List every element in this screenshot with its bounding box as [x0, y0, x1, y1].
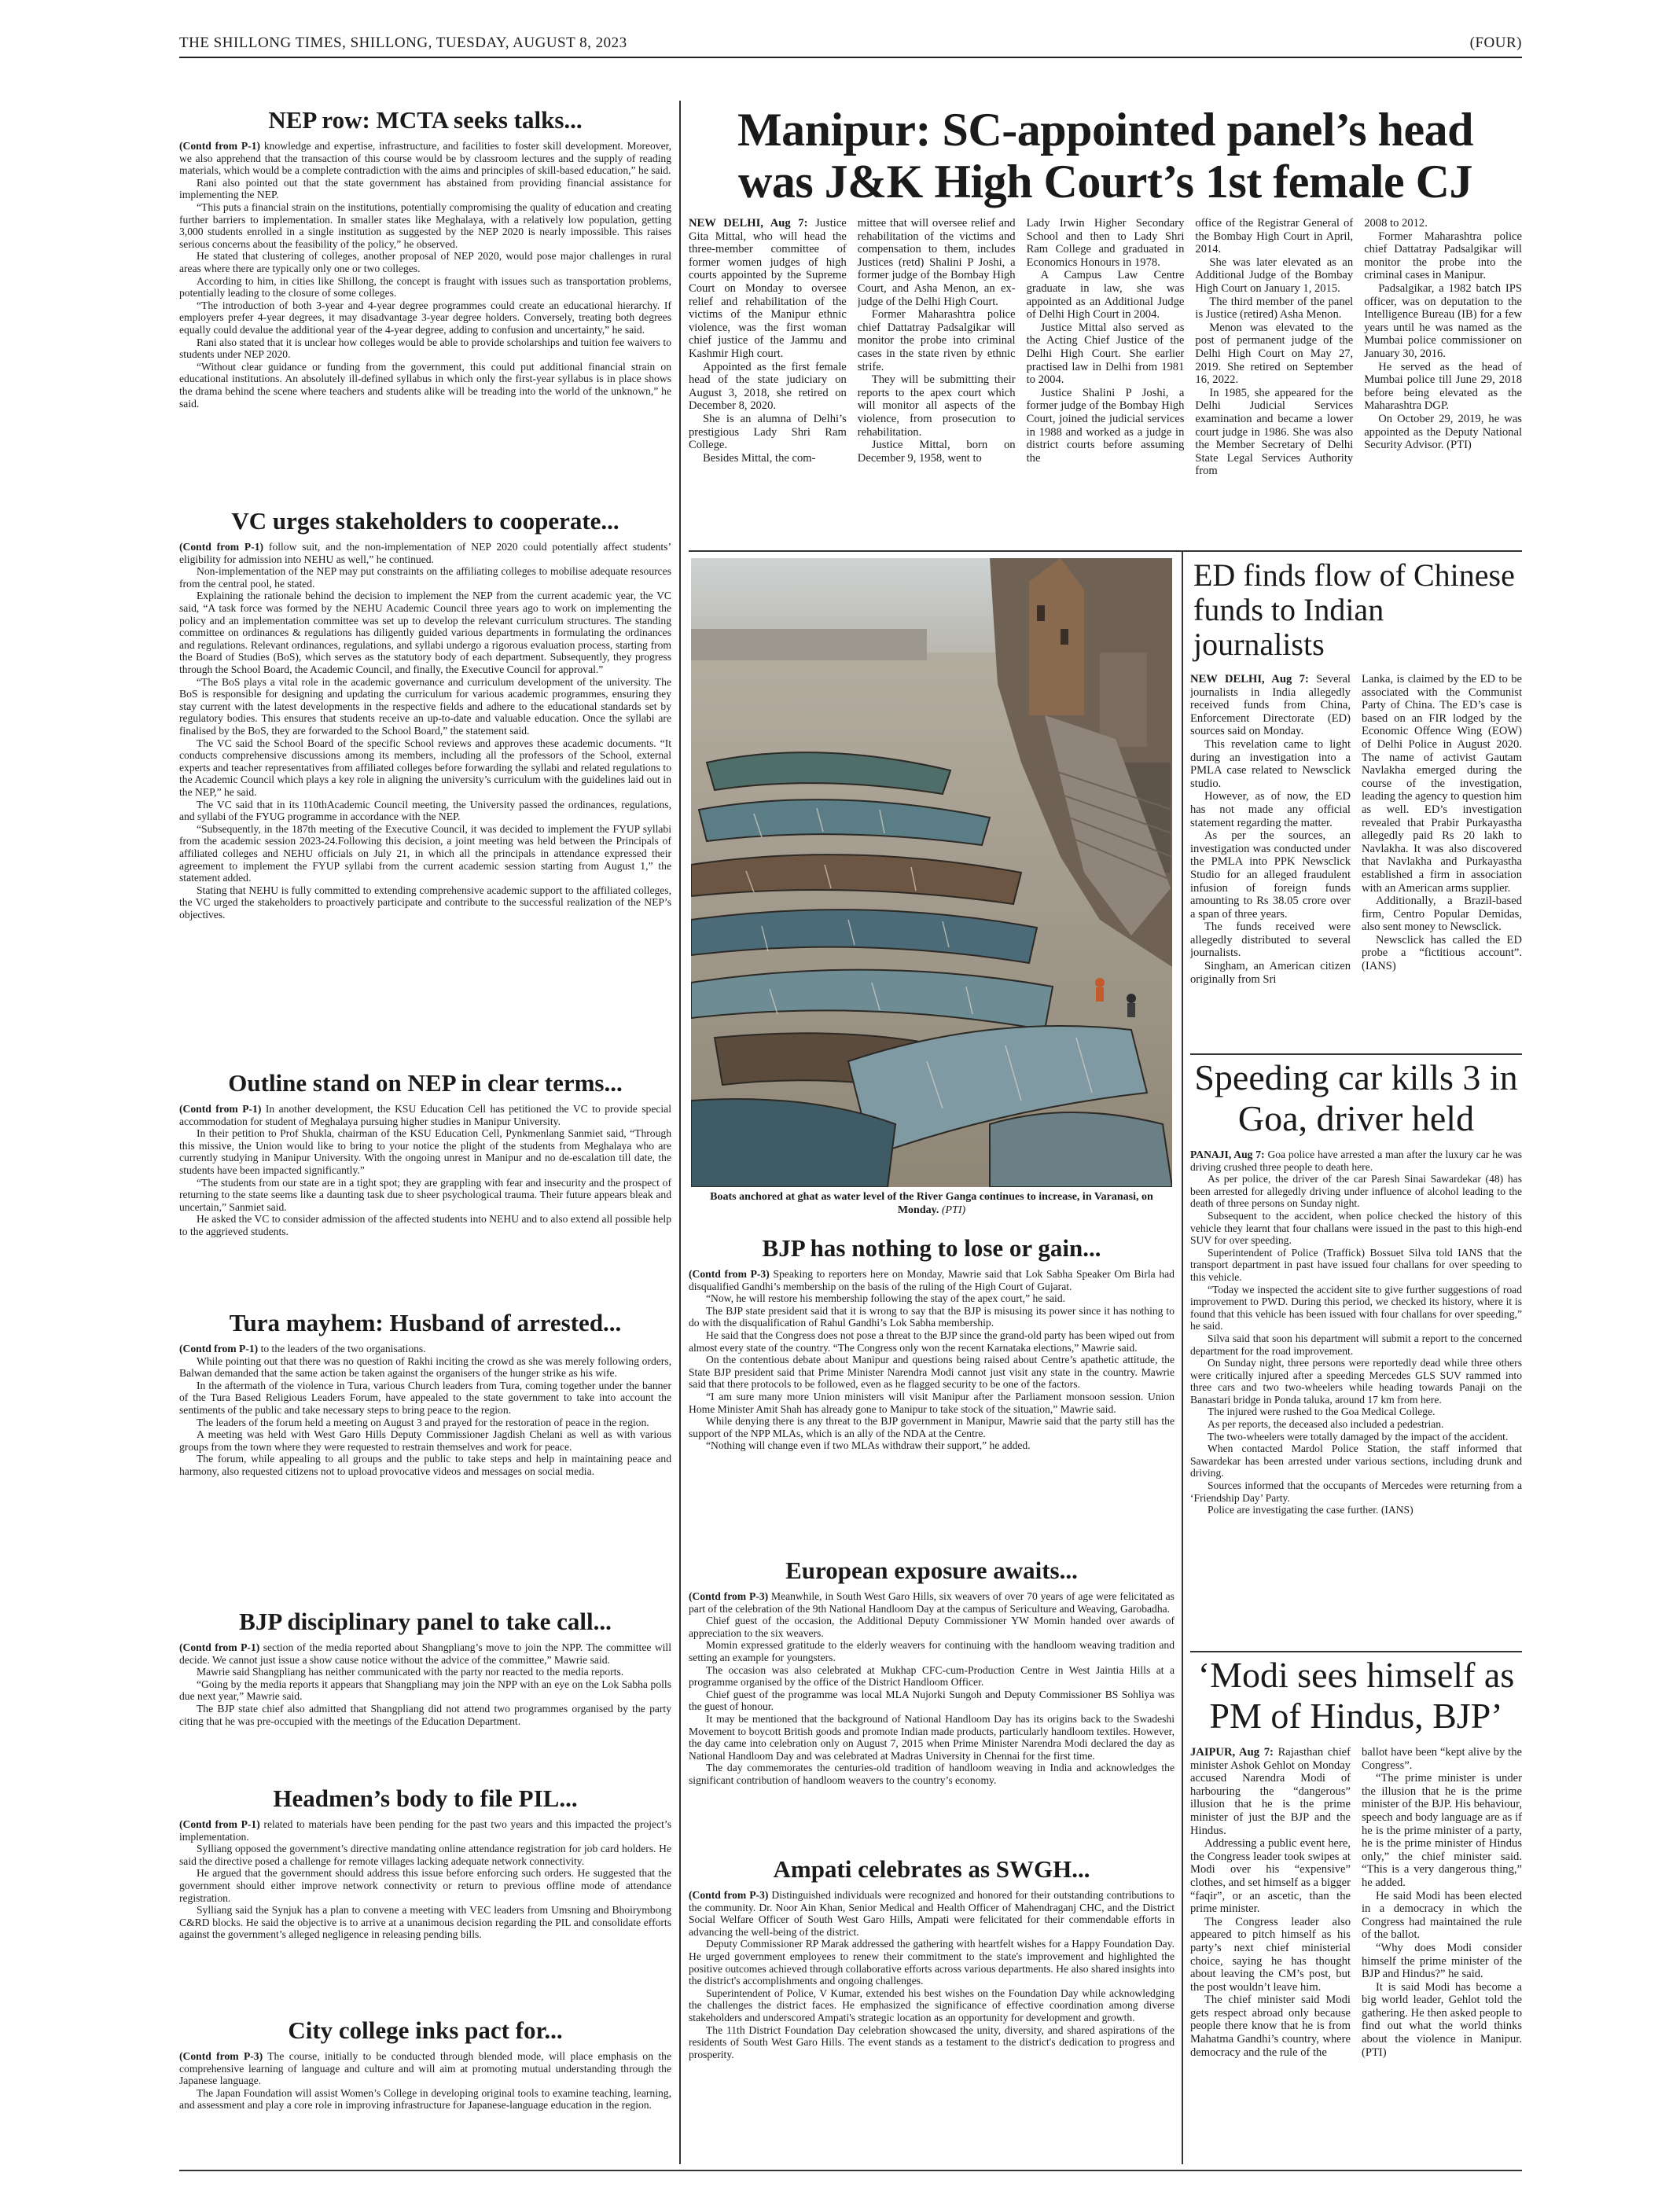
article-body: (Contd from P-1) section of the media reported about Shangpliang’s move to join the NPP. The committee will decide. We cannot just issue a show cause notice without the advice of the committee,” Mawrie said. Mawrie said Shangpliang has neither communicated with the party nor reacted to the media reports. “Going by the media reports it appears that Shangpliang may join the NPP with an eye on the Lok Sabha polls due next year,” Mawrie said. The BJP state chief also admitted that Shangpliang did not attend two programmes organised by the party citing that he was pre-occupied with the meetings of the Education Department. [179, 1641, 671, 1727]
dateline: NEW DELHI, Aug 7: [1190, 673, 1309, 686]
article-european-exposure [689, 1553, 1175, 1847]
article-modi-pm-of-hindus [1190, 1655, 1522, 2166]
article-vc-urges [179, 503, 671, 1053]
continued-from: (Contd from P-3) [689, 1590, 769, 1603]
article-body: (Contd from P-3) The course, initially to be conducted through blended mode, will place emphasis on the comprehensive learning of language and culture and will aim at promoting mutual understanding through the Japanese language. The Japan Foundation will assist Women’s College in developing original tools to examine teaching, learning, and assessment and play a core role in improving infrastructure for Japanese-language education in the region. [179, 2050, 671, 2112]
headline: ‘Modi sees himself as PM of Hindus, BJP’ [1197, 1655, 1515, 1736]
headline: NEP row: MCTA seeks talks... [268, 106, 583, 134]
article-body: NEW DELHI, Aug 7: Justice Gita Mittal, who will head the three-member committee of former women judges of high courts appointed by the Supreme Court on Monday to oversee relief and rehabilitation of the victims of the Manipur ethnic violence, was the first woman chief justice of the Jammu and Kashmir High court. Appointed as the first female head of the state judiciary on August 3, 2018, she retired on December 8, 2020. She is an alumna of Delhi’s prestigious Lady Shri Ram College. Besides Mittal, the com- mittee that will oversee relief and rehabilitation of the victims and compensation to them, includes Justices (retd) Shalini P Joshi, a former judge of the Bombay High Court, and Asha Menon, an ex-judge of the Delhi High Court. Former Maharashtra police chief Dattatray Padsalgikar will monitor the probe into criminal cases in the state riven by ethnic strife. They will be submitting their reports to the apex court which will monitor all aspects of the violence, from prosecution to rehabilitation. Justice Mittal, born on December 9, 1958, went to Lady Irwin Higher Secondary School and then to Lady Shri Ram College and graduated in Economics Honours in 1978. A Campus Law Centre graduate in law, she was appointed as an Additional Judge of Delhi High Court in 2004. Justice Mittal also served as the Acting Chief Justice of the Delhi High Court. She earlier practised law in Delhi from 1981 to 2004. Justice Shalini P Joshi, a former judge of the Bombay High Court, joined the judicial services in 1988 and worked as a judge in district courts before assuming the office of the Registrar General of the Bombay High Court in April, 2014. She was later elevated as an Additional Judge of the Bombay High Court on January 1, 2015. The third member of the panel is Justice (retired) Asha Menon. Menon was elevated to the post of permanent judge of the Delhi High Court on May 27, 2019. She retired on September 16, 2022. In 1985, she appeared for the Delhi Judicial Services examination and became a lower court judge in 1986. She was also the Member Secretary of Delhi State Legal Services Authority from 2008 to 2012. Former Maharashtra police chief Dattatray Padsalgikar will monitor the probe into the criminal cases in Manipur. Padsalgikar, a 1982 batch IPS officer, was on deputation to the Intelligence Bureau (IB) for a few years until he was named as the Mumbai police commissioner on January 30, 2016. He served as the head of Mumbai police till June 29, 2018 before being elevated as the Maharashtra DGP. On October 29, 2019, he was appointed as the Deputy National Security Advisor. (PTI) [689, 217, 1522, 478]
article-body: (Contd from P-3) Speaking to reporters here on Monday, Mawrie said that Lok Sabha Speaker Om Birla had disqualified Gandhi’s membership on the basis of the ruling of the High Court of Gujarat. “Now, he will restore his membership following the stay of the apex court,” he said. The BJP state president said that it is wrong to say that the BJP is misusing its power since it has nothing to do with the disqualification of Rahul Gandhi’s Lok Sabha membership. He said that the Congress does not pose a threat to the BJP since the grand-old party has been wiped out from almost every state of the country. “The Congress only won the recent Karnataka elections,” Mawrie said. On the contentious debate about Manipur and questions being raised about Centre’s apathetic attitude, the State BJP president said that Prime Minister Narendra Modi cannot just visit any state in the country. Mawrie said that there protocols to be followed, even as he flagged security to be one of the factors. “I am sure many more Union ministers will visit Manipur after the Parliament monsoon session. Union Home Minister Amit Shah has already gone to Manipur to take stock of the situation,” Mawrie said. While denying there is any threat to the BJP government in Manipur, Mawrie said that the party still has the support of the NPP MLAs, which is an ally of the NDA at the Centre. “Nothing will change even if two MLAs withdraw their support,” he added. [689, 1268, 1175, 1452]
article-body: NEW DELHI, Aug 7: Several journalists in India allegedly received funds from China, Enforcement Directorate (ED) sources said on Monday. This revelation came to light during an investigation into a PMLA case related to Newsclick studio. However, as of now, the ED has not made any official statement regarding the matter. As per the sources, an investigation was conducted under the PMLA into PPK Newsclick Studio for an alleged fraudulent infusion of foreign funds amounting to Rs 38.05 crore over a span of three years. The funds received were allegedly distributed to several journalists. Singham, an American citizen originally from Sri Lanka, is claimed by the ED to be associated with the Communist Party of China. The ED’s case is based on an FIR lodged by the Economic Offence Wing (EOW) of Delhi Police in August 2020. The name of activist Gautam Navlakha emerged during the course of the investigation, leading the agency to question him as well. ED’s investigation revealed that Prabir Purkayastha allegedly paid Rs 20 lakh to Navlakha. It was also discovered that Navlakha and Purkayastha established a firm in association with an American arms supplier. Additionally, a Brazil-based firm, Centro Popular Demidas, also sent money to Newsclick. Newsclick has called the ED probe a “fictitious account”. (IANS) [1190, 673, 1522, 986]
photo-credit: (PTI) [941, 1204, 966, 1216]
photo-caption [689, 1190, 1175, 1217]
article-bjp-disciplinary [179, 1604, 671, 1777]
headline: VC urges stakeholders to cooperate... [231, 507, 619, 535]
continued-from: (Contd from P-3) [689, 1889, 769, 1902]
column-rule [1182, 550, 1183, 2164]
article-bjp-nothing-to-lose [689, 1230, 1175, 1549]
headline: City college inks pact for... [288, 2016, 563, 2044]
article-speeding-car-goa [1190, 1057, 1522, 1647]
article-body: (Contd from P-1) related to materials have been pending for the past two years and this impacted the project’s implementation. Sylliang opposed the government’s directive mandating online attendance registration for job card holders. He said the directive posed a challenge for remote villages lacking adequate network connectivity. He argued that the government should address this issue before enforcing such orders. He suggested that the government should either improve network connectivity or return to previous offline mode of attendance registration. Sylliang said the Synjuk has a plan to convene a meeting with VEC leaders from Umsning and Bhoirymbong C&RD blocks. He said the objective is to arrive at a unanimous decision regarding the PIL and consolidate efforts against the government’s alleged negligence in releasing pending bills. [179, 1818, 671, 1941]
headline: Speeding car kills 3 in Goa, driver held [1194, 1057, 1518, 1138]
article-manipur [689, 101, 1522, 546]
article-city-college [179, 2012, 671, 2166]
article-body: (Contd from P-1) to the leaders of the two organisations. While pointing out that there was no question of Rakhi inciting the crowd as she was merely following orders, Balwan demanded that the same action be taken against the organisers of the hunger strike as his wife. In the aftermath of the violence in Tura, various Church leaders from Tura, coming together under the banner of the Tura Based Religious Leaders Forum, have appealed to the state government to take into account the sentiments of the public and take necessary steps to bring peace to the region. The leaders of the forum held a meeting on August 3 and prayed for the restoration of peace in the region. A meeting was held with West Garo Hills Deputy Commissioner Jagdish Chelani as well as with various groups from the town where they were requested to restrain themselves and work for peace. The forum, while appealing to all groups and the public to take steps and help in maintaining peace and harmony, also requested citizens not to upload provocative videos and messages on social media. [179, 1343, 671, 1478]
headline: Headmen’s body to file PIL... [273, 1785, 578, 1812]
section-rule [1190, 1053, 1522, 1055]
article-body: (Contd from P-1) follow suit, and the non-implementation of NEP 2020 could potentially affect students’ eligibility for admission into NEHU as well,” he continued. Non-implementation of the NEP may put constraints on the affiliating colleges to mobilise adequate resources from the central pool, he stated. Explaining the rationale behind the decision to implement the NEP from the current academic year, the VC said, “A task force was formed by the NEHU Academic Council three years ago to work on implementing the policy and an implementation committee was set up to develop the relevant curriculum structures. The standing committee on ordinances & regulations has diligently guided various departments in formulating the ordinances and regulations. Relevant ordinances, regulations, and syllabi undergo a rigorous evaluation process, starting from the Board of Studies (BoS), which serves as the statutory body of each department. Subsequently, they progress through the School Board, the Academic Council, and finally, the Executive Council for approval.” “The BoS plays a vital role in the academic governance and curriculum development of the university. The BoS is responsible for designing and updating the curriculum for various academic programmes, ensuring they stay current with the latest developments in the respective fields and adhere to the educational standards set by regulatory bodies. This ensures that students receive an up-to-date and valuable education. Once the syllabi are finalised by the BoS, they are forwarded to the School Board,” the statement said. The VC said the School Board of the specific School reviews and approves these academic documents. “It conducts comprehensive discussions among its members, including all the professors of the School, external experts and teacher representatives from affiliated colleges before forwarding the syllabi and related regulations to the Academic Council which plays a key role in aligning the university’s curriculum with the guidelines laid out in the NEP,” he said. The VC said that in its 110thAcademic Council meeting, the University passed the ordinances, regulations, and syllabi of the FYUG programme in accordance with the NEP. “Subsequently, in the 187th meeting of the Executive Council, it was decided to implement the FYUP syllabi from the academic session 2023-24.Following this decision, a joint meeting was held between the Principals of affiliated colleges and NEHU officials on July 21, in which all the principals in attendance expressed their agreement to implement the FYUP syllabi from the current academic session starting from August 1,” the statement added. Stating that NEHU is fully committed to extending comprehensive academic support to the affiliated colleges, the VC urged the stakeholders to proactively participate and contribute to the successful realization of the NEP’s objectives. [179, 541, 671, 921]
dateline: JAIPUR, Aug 7: [1190, 1746, 1274, 1759]
article-headmen-pil [179, 1781, 671, 2009]
continued-from: (Contd from P-1) [179, 140, 261, 153]
section-rule [1190, 1651, 1522, 1652]
continued-from: (Contd from P-1) [179, 541, 264, 553]
continued-from: (Contd from P-1) [179, 1343, 259, 1355]
article-outline-stand [179, 1065, 671, 1301]
caption-text: Boats anchored at ghat as water level of the River Ganga continues to increase, in Varanasi, on Monday. [710, 1191, 1153, 1216]
article-body: (Contd from P-1) In another development, the KSU Education Cell has petitioned the VC to provide special accommodation for student of Meghalaya pursuing higher studies in Manipur University. In their petition to Prof Shukla, chairman of the KSU Education Cell, Pynkmenlang Sanmiet said, “Through this missive, the Union would like to bring to your notice the plight of the students from Meghalaya who are currently studying in Manipur University. With the ongoing unrest in Manipur and no de-escalation till date, the students have been impacted significantly.” “The students from our state are in a tight spot; they are grappling with fear and insecurity and the prospect of returning to the state seems like a daunting task due to sheer psychological trauma. Their future appears bleak and uncertain,” Sanmiet said. He asked the VC to consider admission of the affected students into NEHU and to also extend all possible help to the aggrieved students. [179, 1103, 671, 1238]
folio-page: (FOUR) [1469, 35, 1522, 51]
photo-block [689, 558, 1175, 1226]
bottom-rule [179, 2170, 1522, 2171]
dateline: PANAJI, Aug 7: [1190, 1149, 1265, 1160]
article-tura-mayhem [179, 1305, 671, 1600]
article-body: PANAJI, Aug 7: Goa police have arrested a man after the luxury car he was driving crushed three people to death here. As per police, the driver of the car Paresh Sinai Sawardekar (48) has been arrested for allegedly driving under influence of alcohol leading to the death of three persons on Sunday night. Subsequent to the accident, when police checked the history of this vehicle they learnt that four challans were issued in the past to this high-end SUV for over speeding. Superintendent of Police (Traffick) Bossuet Silva told IANS that the transport department in past have issued four challans for over speeding to this vehicle. “Today we inspected the accident site to give further suggestions of road improvement to PWD. During this period, we checked its history, where it is found that this vehicle has been issued with four challans for over speeding,” he said. Silva said that soon his department will submit a report to the concerned department for the road improvement. On Sunday night, three persons were reportedly dead while three others were critically injured after a speeding Mercedes GLS SUV rammed into three cars and two two-wheelers while heading towards Panaji on the Banastari bridge in Ponda taluka, around 17 km from here. The injured were rushed to the Goa Medical College. As per reports, the deceased also included a pedestrian. The two-wheelers were totally damaged by the impact of the accident. When contacted Mardol Police Station, the staff informed that Sawardekar has been arrested under various sections, including drunk and driving. Sources informed that the occupants of Mercedes were returning from a ‘Friendship Day’ Party. Police are investigating the case further. (IANS) [1190, 1149, 1522, 1516]
article-ed-chinese-funds [1190, 558, 1522, 1049]
folio-left: THE SHILLONG TIMES, SHILLONG, TUESDAY, AUGUST 8, 2023 [179, 35, 627, 51]
article-nep-row [179, 102, 671, 495]
headline: European exposure awaits... [785, 1557, 1078, 1584]
headline: BJP disciplinary panel to take call... [239, 1608, 612, 1635]
dateline: NEW DELHI, Aug 7: [689, 217, 808, 230]
article-body: JAIPUR, Aug 7: Rajasthan chief minister Ashok Gehlot on Monday accused Narendra Modi of harbouring the “dangerous” illusion that he is the prime minister of just the BJP and the Hindus. Addressing a public event here, the Congress leader took swipes at Modi over his “expensive” clothes, and set himself as a bigger “faqir”, or an ascetic, than the prime minister. The Congress leader also appeared to pitch himself as his party’s next chief ministerial choice, saying he has thought about leaving the CM’s post, but the post wouldn’t leave him. The chief minister said Modi gets respect abroad only because people there know that he is from Mahatma Gandhi’s country, where democracy and the rule of the ballot have been “kept alive by the Congress”. “The prime minister is under the illusion that he is the prime minister of the BJP. His behaviour, speech and body language are as if he is the prime minister of a party, he is the prime minister of Hindus only,” the chief minister said. “This is a very dangerous thing,” he added. He said Modi has been elected in a democracy in which the Congress had maintained the rule of the ballot. “Why does Modi consider himself the prime minister of the BJP and Hindus?” he said. It is said Modi has become a big world leader, Gehlot told the gathering. He then asked people to find out what the world thinks about the violence in Manipur. (PTI) [1190, 1746, 1522, 2059]
continued-from: (Contd from P-3) [689, 1268, 770, 1281]
article-body: (Contd from P-3) Meanwhile, in South West Garo Hills, six weavers of over 70 years of age were felicitated as part of the celebration of the 9th National Handloom Day at the campus of Sericulture and Weaving, Garobadha. Chief guest of the occasion, the Additional Deputy Commissioner YW Momin handed over awards of appreciation to the six weavers. Momin expressed gratitude to the elderly weavers for continuing with the handloom weaving tradition and setting an example for youngsters. The occasion was also celebrated at Mukhap CFC-cum-Production Centre in West Jaintia Hills at a programme organised by the office of the District Handloom Officer. Chief guest of the programme was local MLA Nujorki Sungoh and Deputy Commissioner BS Sohliya was the guest of honour. It may be mentioned that the background of National Handloom Day has its origins back to the Swadeshi Movement to boycott British goods and promote Indian made products, particularly handloom textiles. However, the day came into celebration only on August 7, 2015 when Prime Minister Narendra Modi declared the day as National Handloom Day and was celebrated at Madras University in Chennai for the first time. The day commemorates the centuries-old tradition of handloom weaving in India and acknowledges the significant contribution of handloom weavers to the country’s economy. [689, 1590, 1175, 1786]
headline: BJP has nothing to lose or gain... [762, 1234, 1101, 1262]
column-rule [679, 101, 681, 2164]
lead-headline: Manipur: SC-appointed panel’s head was J&K High Court’s 1st female CJ [737, 104, 1473, 208]
continued-from: (Contd from P-3) [179, 2050, 263, 2063]
folio-bar [179, 35, 1522, 58]
headline: ED finds flow of Chinese funds to Indian journalists [1193, 558, 1515, 662]
section-rule [689, 550, 1522, 552]
headline: Tura mayhem: Husband of arrested... [229, 1309, 622, 1336]
continued-from: (Contd from P-1) [179, 1103, 262, 1116]
article-ampati-swgh [689, 1851, 1175, 2166]
headline: Outline stand on NEP in clear terms... [228, 1069, 623, 1097]
continued-from: (Contd from P-1) [179, 1818, 260, 1831]
continued-from: (Contd from P-1) [179, 1641, 260, 1654]
river-ganga-boats-photo [691, 558, 1172, 1187]
article-body: (Contd from P-1) knowledge and expertise, infrastructure, and facilities to foster skill development. Moreover, we also apprehend that the transaction of this course would be by classroom lectures and the supply of reading materials, which would be a complete contradiction with the aims and principles of skill-based education,” he said. Rani also pointed out that the state government has abstained from providing financial assistance for implementing the NEP. “This puts a financial strain on the institutions, potentially compromising the quality of education and creating further barriers to implementation. In smaller states like Meghalaya, with a relatively low population, getting 3,000 students enrolled in a single institution as suggested by the NEP 2020 is nearly impossible. This raises serious concerns about the feasibility of the policy,” he observed. He stated that clustering of colleges, another proposal of NEP 2020, would pose major challenges in rural areas where there are typically only one or two colleges. According to him, in cities like Shillong, the concept is fraught with issues such as transportation problems, potentially leading to the closure of some colleges. “The introduction of both 3-year and 4-year degree programmes could create an educational hierarchy. If employers prefer 4-year degrees, it may disadvantage 3-year degree holders. Conversely, treating both degrees equally could devalue the additional year of the 4-year degree, adding to confusion and uncertainty,” he said. Rani also stated that it is unclear how colleges would be able to provide scholarships and tuition fee waivers to students under NEP 2020. “Without clear guidance or funding from the government, this could put additional financial strain on educational institutions. An absolutely ill-defined syllabus in which only the first-year syllabus is in place shows the drama behind the scene where teachers and students alike will be treading into the world of the unknown,” he said. [179, 140, 671, 410]
article-body: (Contd from P-3) Distinguished individuals were recognized and honored for their outstanding contributions to the community. Dr. Noor Ain Khan, Senior Medical and Health Officer of Mahendraganj CHC, and the District Social Welfare Officer of South West Garo Hills, Ampati were felicitated for their commendable efforts in advancing the well-being of the district. Deputy Commissioner RP Marak addressed the gathering with heartfelt wishes for a Happy Foundation Day. He urged government employees to renew their commitment to the state's improvement and highlighted the positive outcomes achieved through collaborative efforts across various departments. He also shared insights into the district's accomplishments and ongoing challenges. Superintendent of Police, V Kumar, extended his best wishes on the Foundation Day while acknowledging the challenges the district faces. He emphasized the significance of effective coordination among diverse stakeholders and underscored Ampati's strategic location as an opportunity for development and growth. The 11th District Foundation Day celebration showcased the unity, diversity, and shared aspirations of the residents of South West Garo Hills. The event stands as a testament to the district's dedication to progress and prosperity. [689, 1889, 1175, 2060]
headline: Ampati celebrates as SWGH... [773, 1855, 1090, 1883]
